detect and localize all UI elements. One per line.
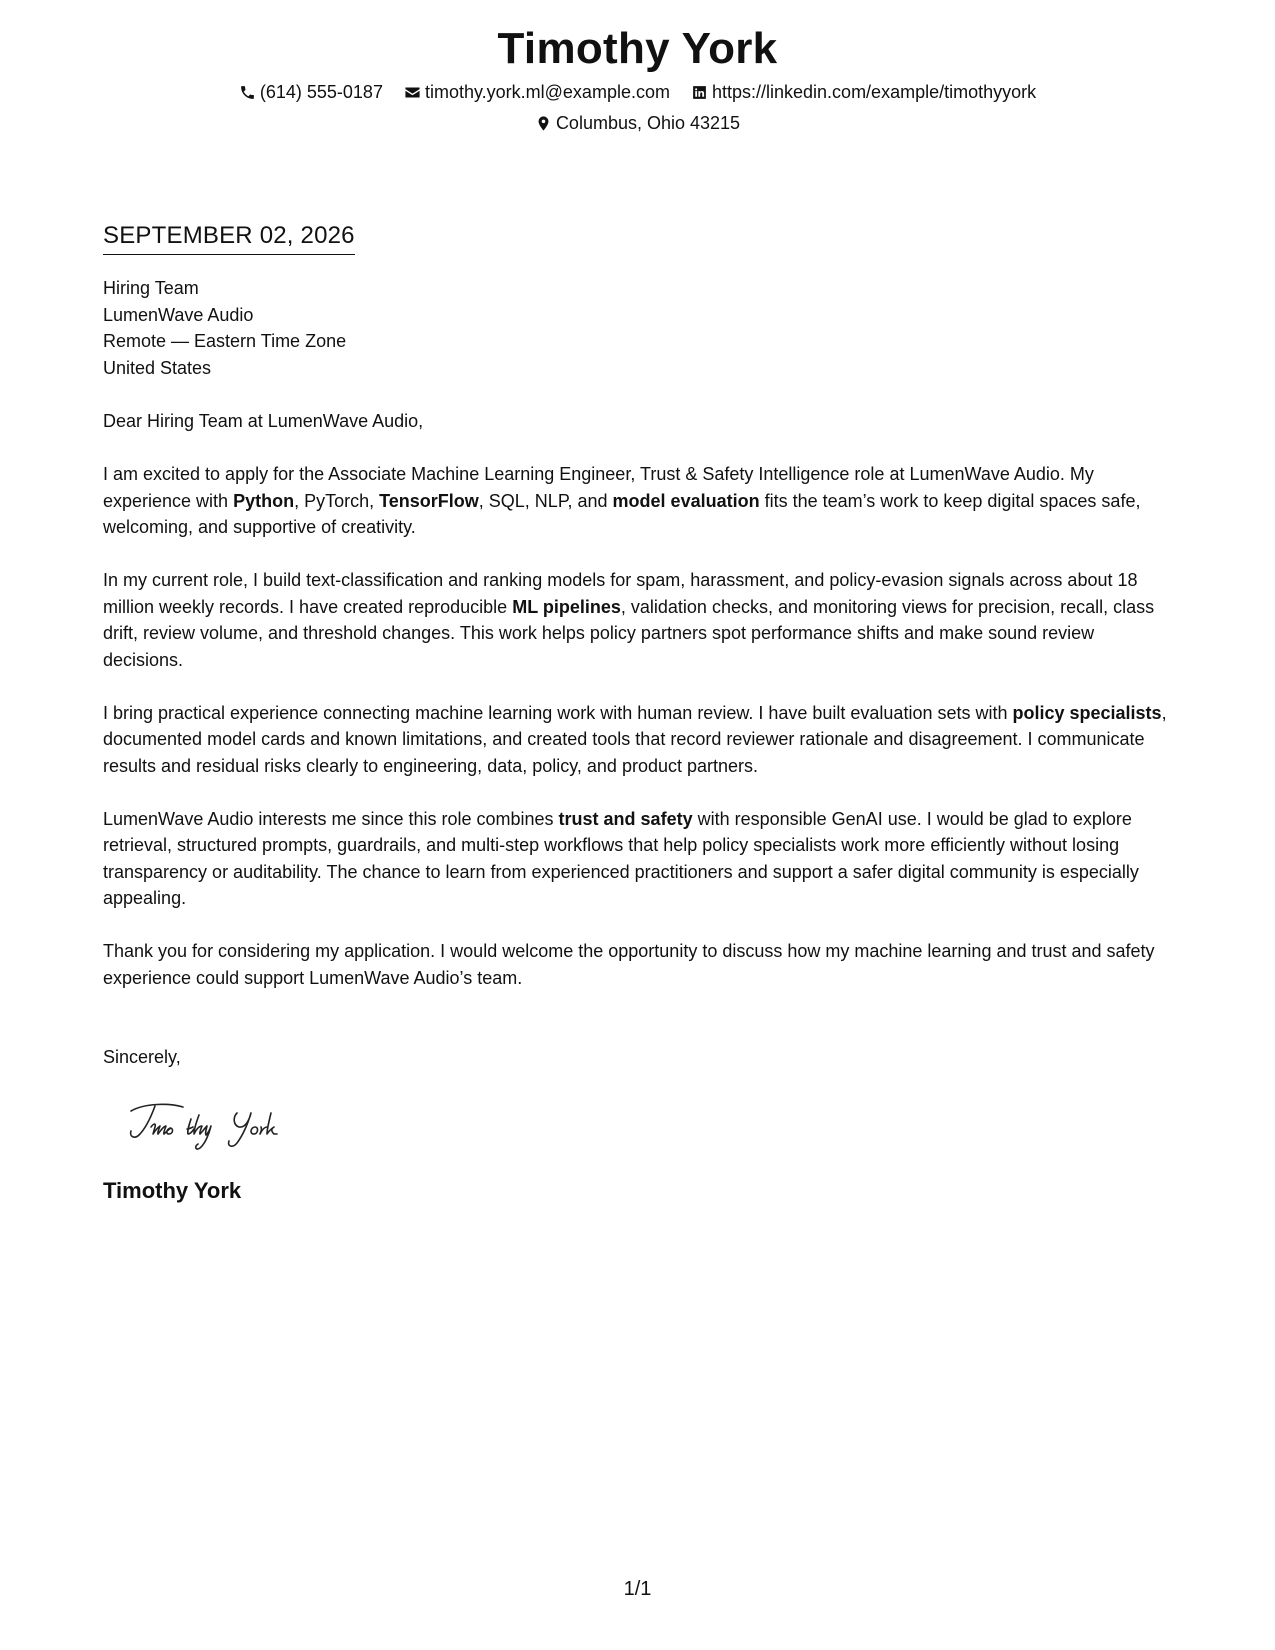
paragraph-human-review [103,700,1178,780]
contact-line-primary [0,80,1275,107]
contact-line-location [0,111,1275,138]
text-span: I bring practical experience connecting machine learning work with human review. I have built evaluation sets with [103,702,1013,723]
recipient-line-country: United States [103,357,212,378]
salutation: Dear Hiring Team at LumenWave Audio, [103,411,424,431]
text-span: I am excited to apply for the Associate Machine Learning Engineer, Trust & Safety Intelligence role at LumenWave Audio. My experience with [103,464,1094,511]
recipient-address [103,275,1178,381]
text-span: , SQL, NLP, and [478,490,613,511]
contact-email[interactable] [404,80,670,104]
bold-skill-model-evaluation: model evaluation [612,490,760,511]
handwritten-signature [125,1097,355,1153]
text-span: , PyTorch, [294,490,380,511]
letter-date: SEPTEMBER 02, 2026 [103,222,355,249]
paragraph-thank-you: Thank you for considering my application. I would welcome the opportunity to discuss how my machine learning and trust and safety experience could support LumenWave Audio’s team. [103,941,1155,988]
envelope-icon [404,84,421,101]
linkedin-link[interactable]: https://linkedin.com/example/timothyyork [711,82,1037,102]
paragraph-intro [103,461,1178,541]
contact-linkedin[interactable] [691,80,1036,104]
recipient-line-location: Remote — Eastern Time Zone [103,331,347,351]
linkedin-icon [691,84,708,101]
location-text: Columbus, Ohio 43215 [555,113,741,133]
email-link[interactable]: timothy.york.ml@example.com [424,82,670,102]
bold-skill-python: Python [233,490,295,511]
bold-skill-tensorflow: TensorFlow [379,490,479,511]
phone-icon [239,84,256,101]
letter-body [103,220,1178,1205]
text-span: fits the team’s work to keep digital spaces safe, welcoming, and supportive of creativity. [103,490,1141,537]
text-span: In my current role, I build text-classification and ranking models for spam, harassment, and policy-evasion signals across about 18 million weekly records. I have created reproducible [103,570,1138,617]
recipient-line-company: LumenWave Audio [103,304,254,325]
text-span: , documented model cards and known limitations, and created tools that record reviewer rationale and disagreement. I communicate results and residual risks clearly to engineering, data, policy, and product partners. [103,702,1167,776]
date-block [103,220,355,255]
phone-text: (614) 555-0187 [259,82,383,102]
text-span: LumenWave Audio interests me since this role combines [103,808,559,829]
paragraph-current-role [103,567,1178,673]
closing: Sincerely, [103,1047,181,1067]
signatory-name: Timothy York [103,1177,242,1203]
contact-location [535,111,740,135]
contact-phone [239,80,383,104]
text-span: , validation checks, and monitoring views for precision, recall, class drift, review volume, and threshold changes. This work helps policy partners spot performance shifts and make sound review decisions. [103,596,1155,670]
page-number: 1/1 [623,1578,652,1600]
applicant-name-heading: Timothy York [497,24,778,73]
paragraph-company-interest [103,806,1178,912]
bold-skill-ml-pipelines: ML pipelines [512,596,621,617]
bold-skill-policy-specialists: policy specialists [1012,702,1162,723]
recipient-line-team: Hiring Team [103,278,199,298]
bold-skill-trust-and-safety: trust and safety [558,808,693,829]
signature-text: Timothy York [131,1148,138,1150]
map-pin-icon [535,115,552,132]
text-span: with responsible GenAI use. I would be glad to explore retrieval, structured prompts, guardrails, and multi-step workflows that help policy specialists work more efficiently without losing transparency or auditability. The chance to learn from experienced practitioners and support a safer digital community is especially appealing. [103,808,1139,908]
